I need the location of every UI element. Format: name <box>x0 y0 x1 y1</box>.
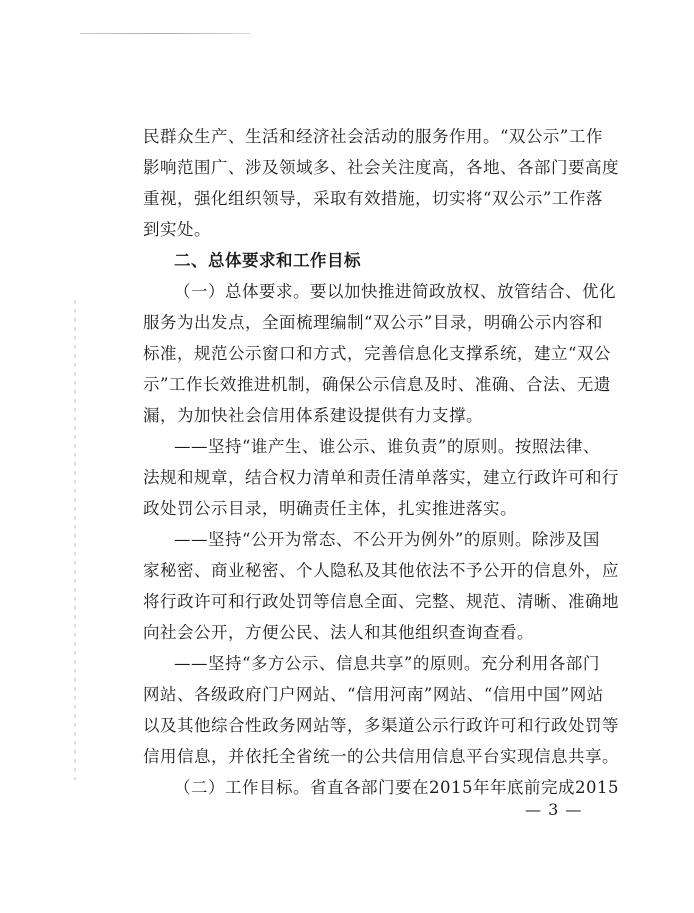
body-line-2: 影响范围广、涉及领域多、社会关注度高，各地、各部门要高度 <box>143 158 619 177</box>
body-line-22: （二）工作目标。省直各部门要在2015年年底前完成2015 <box>174 778 619 797</box>
body-line-15: 家秘密、商业秘密、个人隐私及其他依法不予公开的信息外，应 <box>143 561 619 580</box>
body-line-3: 重视，强化组织领导，采取有效措施，切实将“双公示”工作落 <box>143 189 603 208</box>
body-line-7: 服务为出发点，全面梳理编制“双公示”目录，明确公示内容和 <box>143 313 603 332</box>
body-line-11: ——坚持“谁产生、谁公示、谁负责”的原则。按照法律、 <box>174 437 600 456</box>
body-line-18: ——坚持“多方公示、信息共享”的原则。充分利用各部门 <box>174 654 600 673</box>
body-line-20: 以及其他综合性政务网站等，多渠道公示行政许可和行政处罚等 <box>143 716 619 735</box>
body-line-14: ——坚持“公开为常态、不公开为例外”的原则。除涉及国 <box>174 530 600 549</box>
body-line-1: 民群众生产、生活和经济社会活动的服务作用。“双公示”工作 <box>143 127 603 146</box>
body-line-21: 信用信息，并依托全省统一的公共信用信息平台实现信息共享。 <box>143 747 619 766</box>
body-line-17: 向社会公开，方便公民、法人和其他组织查询查看。 <box>143 623 534 642</box>
scan-artifact-left-dots <box>74 300 76 780</box>
body-line-16: 将行政许可和行政处罚等信息全面、完整、规范、清晰、准确地 <box>143 592 619 611</box>
body-line-6: （一）总体要求。要以加快推进简政放权、放管结合、优化 <box>174 282 616 301</box>
body-line-8: 标准，规范公示窗口和方式，完善信息化支撑系统，建立“双公 <box>143 344 611 363</box>
body-line-4: 到实处。 <box>143 220 211 239</box>
section-heading: 二、总体要求和工作目标 <box>174 251 361 270</box>
body-line-12: 法规和规章，结合权力清单和责任清单落实，建立行政许可和行 <box>143 468 619 487</box>
body-line-13: 政处罚公示目录，明确责任主体，扎实推进落实。 <box>143 499 517 518</box>
body-line-9: 示”工作长效推进机制，确保公示信息及时、准确、合法、无遗 <box>143 375 611 394</box>
scan-artifact-top-line <box>80 33 250 34</box>
page-number: — 3 — <box>525 800 583 819</box>
body-line-10: 漏，为加快社会信用体系建设提供有力支撑。 <box>143 406 483 425</box>
body-line-19: 网站、各级政府门户网站、“信用河南”网站、“信用中国”网站 <box>143 685 604 704</box>
